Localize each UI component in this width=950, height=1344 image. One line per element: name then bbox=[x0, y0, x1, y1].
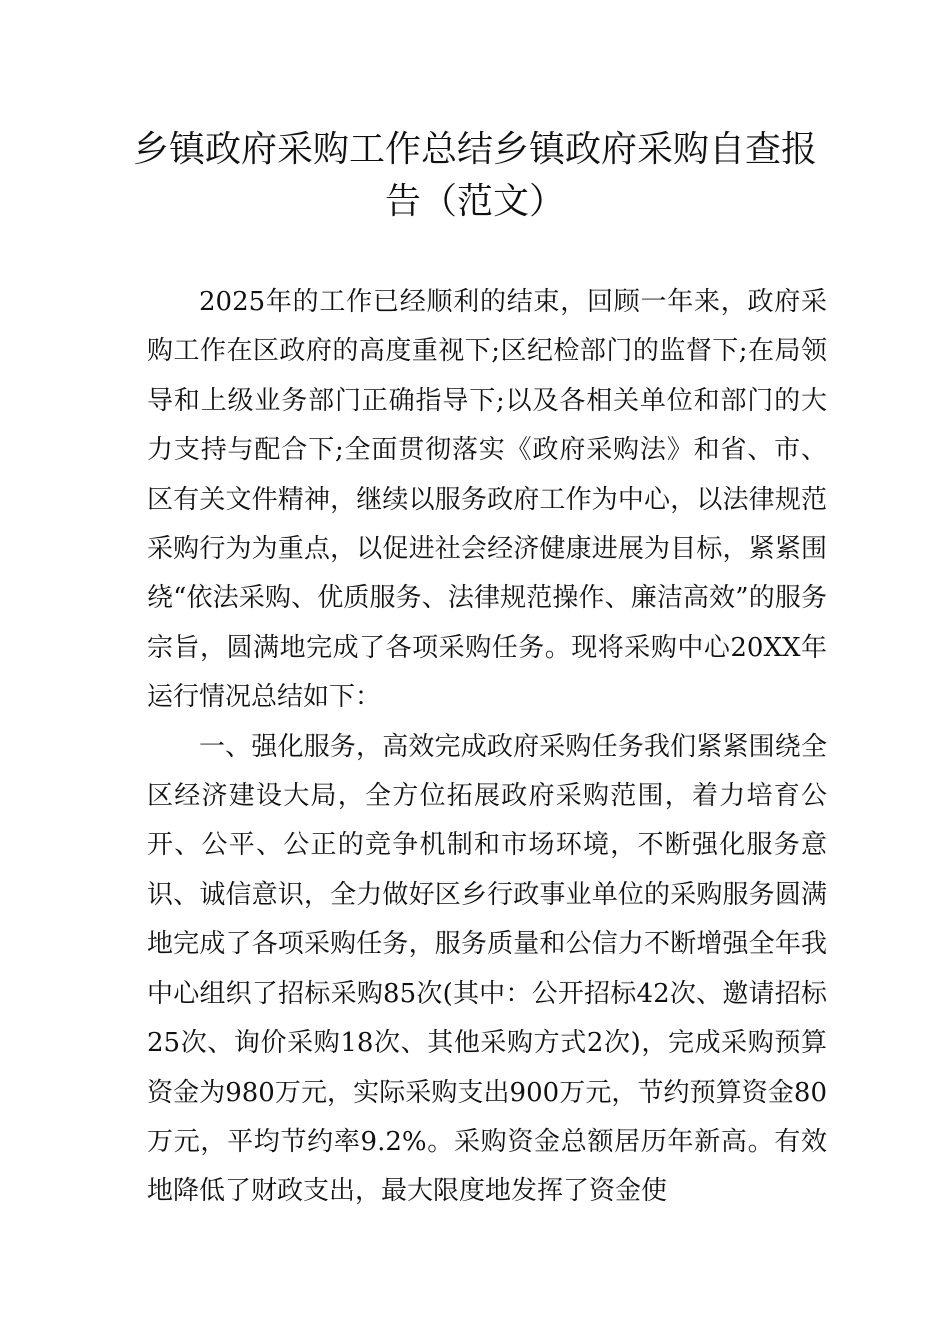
document-title: 乡镇政府采购工作总结乡镇政府采购自查报告（范文） bbox=[132, 129, 817, 222]
document-body bbox=[147, 278, 827, 1217]
paragraph-section-one: 一、强化服务，高效完成政府采购任务我们紧紧围绕全区经济建设大局，全方位拓展政府采购范围，着力培育公开、公平、公正的竞争机制和市场环境，不断强化服务意识、诚信意识，全力做好区乡行政事业单位的采购服务圆满地完成了各项采购任务，服务质量和公信力不断增强全年我中心组织了招标采购85次(其中：公开招标42次、邀请招标25次、询价采购18次、其他采购方式2次)，完成采购预算资金为980万元，实际采购支出900万元，节约预算资金80万元，平均节约率9.2%。采购资金总额居历年新高。有效地降低了财政支出，最大限度地发挥了资金使 bbox=[147, 731, 827, 1207]
paragraph-intro: 2025年的工作已经顺利的结束，回顾一年来，政府采购工作在区政府的高度重视下;区纪检部门的监督下;在局领导和上级业务部门正确指导下;以及各相关单位和部门的大力支持与配合下;全面贯彻落实《政府采购法》和省、市、区有关文件精神，继续以服务政府工作为中心，以法律规范采购行为为重点，以促进社会经济健康进展为目标，紧紧围绕“依法采购、优质服务、法律规范操作、廉洁高效”的服务宗旨，圆满地完成了各项采购任务。现将采购中心20XX年运行情况总结如下： bbox=[147, 287, 827, 713]
